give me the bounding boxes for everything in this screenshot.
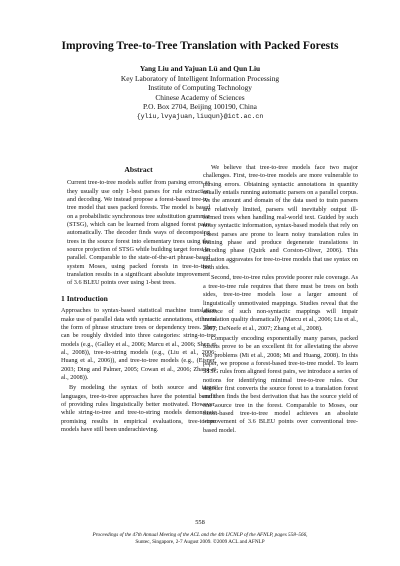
affiliation-line-2: Institute of Computing Technology bbox=[148, 83, 252, 93]
author-email: {yliu,lvyajuan,liuqun}@ict.ac.cn bbox=[136, 112, 264, 120]
right-column bbox=[203, 164, 358, 435]
intro-paragraph-1: Approaches to syntax-based statistical machine translation make use of parallel data with syntactic annotations, either in the form of phrase structure trees or dependency trees. They can be roughly divided into three categories: string-to-tree models (e.g., (Galley et al., 2006; Marcu et al., 2006; Shen et al., 2008)), tree-to-string models (e.g., (Liu et al., 2006; Huang et al., 2006)), and tree-to-tree models (e.g., (Eisner, 2003; Ding and Palmer, 2005; Cowan et al., 2006; Zhang et al., 2008)). bbox=[61, 307, 216, 381]
page-number: 558 bbox=[195, 519, 205, 526]
footer-line-2: Suntec, Singapore, 2-7 August 2009. ©2009 ACL and AFNLP bbox=[135, 538, 265, 545]
author-block bbox=[0, 64, 400, 122]
intro-paragraph-2: By modeling the syntax of both source and target languages, tree-to-tree approaches have the potential benefit of providing rules linguistically better motivated. However, while string-to-tree and tree-to-string models demonstrate promising results in empirical evaluations, tree-to-tree models have still been underachieving. bbox=[61, 384, 216, 433]
affiliation-line-1: Key Laboratory of Intelligent Information Processing bbox=[120, 73, 280, 83]
affiliation-line-3: Chinese Academy of Sciences bbox=[155, 92, 245, 102]
abstract-text bbox=[61, 179, 216, 287]
left-column bbox=[61, 166, 216, 434]
footer-line-1: Proceedings of the 47th Annual Meeting of the ACL and the 4th IJCNLP of the AFNLP, pages 558–566, bbox=[92, 532, 308, 538]
right-paragraph-2: Second, tree-to-tree rules provide poorer rule coverage. As a tree-to-tree rule requires that there must be trees on both sides, tree-to-tree models lose a larger amount of linguistically unmotivated mappings. Studies reveal that the absence of such non-syntactic mappings will impair translation quality dramatically (Marcu et al., 2006; Liu et al., 2007; DeNeefe et al., 2007; Zhang et al., 2008). bbox=[203, 274, 358, 332]
abstract-heading: Abstract bbox=[124, 165, 153, 174]
right-paragraph-3: Compactly encoding exponentially many parses, packed forests prove to be an excellent fit for alleviating the above two problems (Mi et al., 2008; Mi and Huang, 2008). In this paper, we propose a forest-based tree-to-tree model. To learn STSG rules from aligned forest pairs, we introduce a series of notions for identifying minimal tree-to-tree rules. Our decoder first converts the source forest to a translation forest and then finds the best derivation that has the source yield of one source tree in the forest. Comparable to Moses, our forest-based tree-to-tree model achieves an absolute improvement of 3.6 BLEU points over conventional tree-based model. bbox=[203, 334, 358, 434]
paper-title: Improving Tree-to-Tree Translation with Packed Forests bbox=[61, 40, 339, 52]
section-heading-introduction: 1 Introduction bbox=[61, 293, 108, 303]
right-paragraph-1: We believe that tree-to-tree models face two major challenges. First, tree-to-tree models are more vulnerable to parsing errors. Obtaining syntactic annotations in quantity usually entails running automatic parsers on a parallel corpus. As the amount and domain of the data used to train parsers are relatively limited, parsers will inevitably output ill-formed trees when handling real-world text. Guided by such noisy syntactic information, syntax-based models that rely on 1-best parses are prone to learn noisy translation rules in training phase and produce degenerate translations in decoding phase (Quirk and Corston-Oliver, 2006). This situation aggravates for tree-to-tree models that use syntax on both sides. bbox=[203, 164, 358, 272]
author-names: Yang Liu and Yajuan Lü and Qun Liu bbox=[139, 64, 261, 73]
address: P.O. Box 2704, Beijing 100190, China bbox=[143, 102, 257, 112]
proceedings-footer bbox=[0, 532, 400, 545]
abstract-paragraph: Current tree-to-tree models suffer from parsing errors as they usually use only 1-best parses for rule extraction and decoding. We instead propose a forest-based tree-to-tree model that uses packed forests. The model is based on a probabilistic synchronous tree substitution grammar (STSG), which can be learned from aligned forest pairs automatically. The decoder finds ways of decomposing trees in the source forest into elementary trees using the source projection of STSG while building target forest in parallel. Comparable to the state-of-the-art phrase-based system Moses, using packed forests in tree-to-tree translation results in a significant absolute improvement of 3.6 BLEU points over using 1-best trees. bbox=[67, 179, 210, 287]
